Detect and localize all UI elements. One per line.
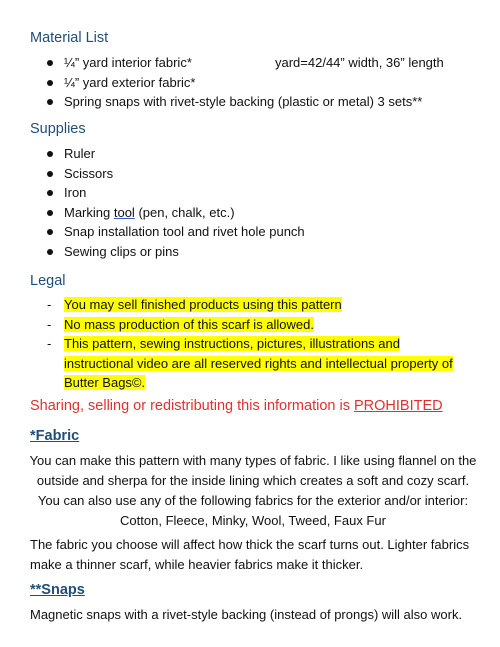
supply-snap-tool: Snap installation tool and rivet hole punch bbox=[64, 224, 305, 239]
list-item bbox=[0, 222, 305, 242]
list-item bbox=[0, 334, 454, 393]
supply-iron: Iron bbox=[64, 185, 87, 200]
legal-item-rights: This pattern, sewing instructions, pictures, illustrations and instructional video are all reserved rights and intellectual property of Butter Bags©. bbox=[64, 336, 453, 390]
material-list-heading: Material List bbox=[30, 30, 109, 46]
legal-dash: - bbox=[47, 297, 52, 312]
list-item bbox=[0, 164, 305, 184]
material-item-exterior: ¼” yard exterior fabric* bbox=[64, 74, 196, 90]
fabric-thickness-note: The fabric you choose will affect how thick the scarf turns out. Lighter fabrics make a thinner scarf, while heavier fabrics make it thicker. bbox=[30, 537, 470, 572]
snaps-note: Magnetic snaps with a rivet-style backing (instead of prongs) will also work. bbox=[30, 607, 463, 622]
fabric-types: Cotton, Fleece, Minky, Wool, Tweed, Faux Fur bbox=[120, 513, 386, 528]
prohibited-warning bbox=[30, 398, 443, 414]
list-item bbox=[0, 295, 470, 315]
legal-dash: - bbox=[47, 316, 52, 332]
supply-marking-suffix: (pen, chalk, etc.) bbox=[134, 204, 235, 220]
legal-heading: Legal bbox=[30, 273, 66, 289]
supply-scissors: Scissors bbox=[64, 165, 114, 181]
supply-ruler: Ruler bbox=[64, 146, 96, 161]
supply-marking-prefix: Marking bbox=[64, 204, 114, 220]
supplies-heading: Supplies bbox=[30, 121, 86, 137]
supply-marking-word: tool bbox=[113, 204, 135, 220]
legal-item-sell: You may sell finished products using this pattern bbox=[64, 297, 342, 312]
list-item bbox=[0, 203, 305, 223]
list-item bbox=[0, 144, 305, 164]
material-list bbox=[0, 53, 444, 112]
legal-item-mass: No mass production of this scarf is allowed. bbox=[64, 316, 314, 332]
supplies-list bbox=[0, 144, 305, 261]
warning-text: Sharing, selling or redistributing this information is bbox=[30, 398, 354, 414]
snaps-heading: **Snaps bbox=[30, 582, 85, 598]
fabric-description: You can make this pattern with many types of fabric. I like using flannel on the outside and sherpa for the inside lining which creates a soft and cozy scarf. You can also use any of the following fabrics for the exterior and/or interior: bbox=[29, 453, 477, 508]
list-item bbox=[0, 315, 470, 335]
material-item-snaps: Spring snaps with rivet-style backing (plastic or metal) 3 sets** bbox=[64, 94, 423, 109]
list-item bbox=[0, 53, 444, 73]
legal-list bbox=[0, 295, 470, 393]
fabric-heading: *Fabric bbox=[30, 428, 80, 444]
list-item bbox=[0, 183, 305, 203]
list-item bbox=[0, 73, 422, 93]
list-item bbox=[0, 92, 422, 112]
supply-clips: Sewing clips or pins bbox=[64, 243, 179, 259]
warning-prohibited: PROHIBITED bbox=[353, 398, 443, 414]
list-item bbox=[0, 242, 305, 262]
legal-dash: - bbox=[47, 336, 52, 351]
material-item-interior: ¼” yard interior fabric* bbox=[64, 55, 192, 70]
yard-note: yard=42/44” width, 36” length bbox=[275, 55, 444, 70]
